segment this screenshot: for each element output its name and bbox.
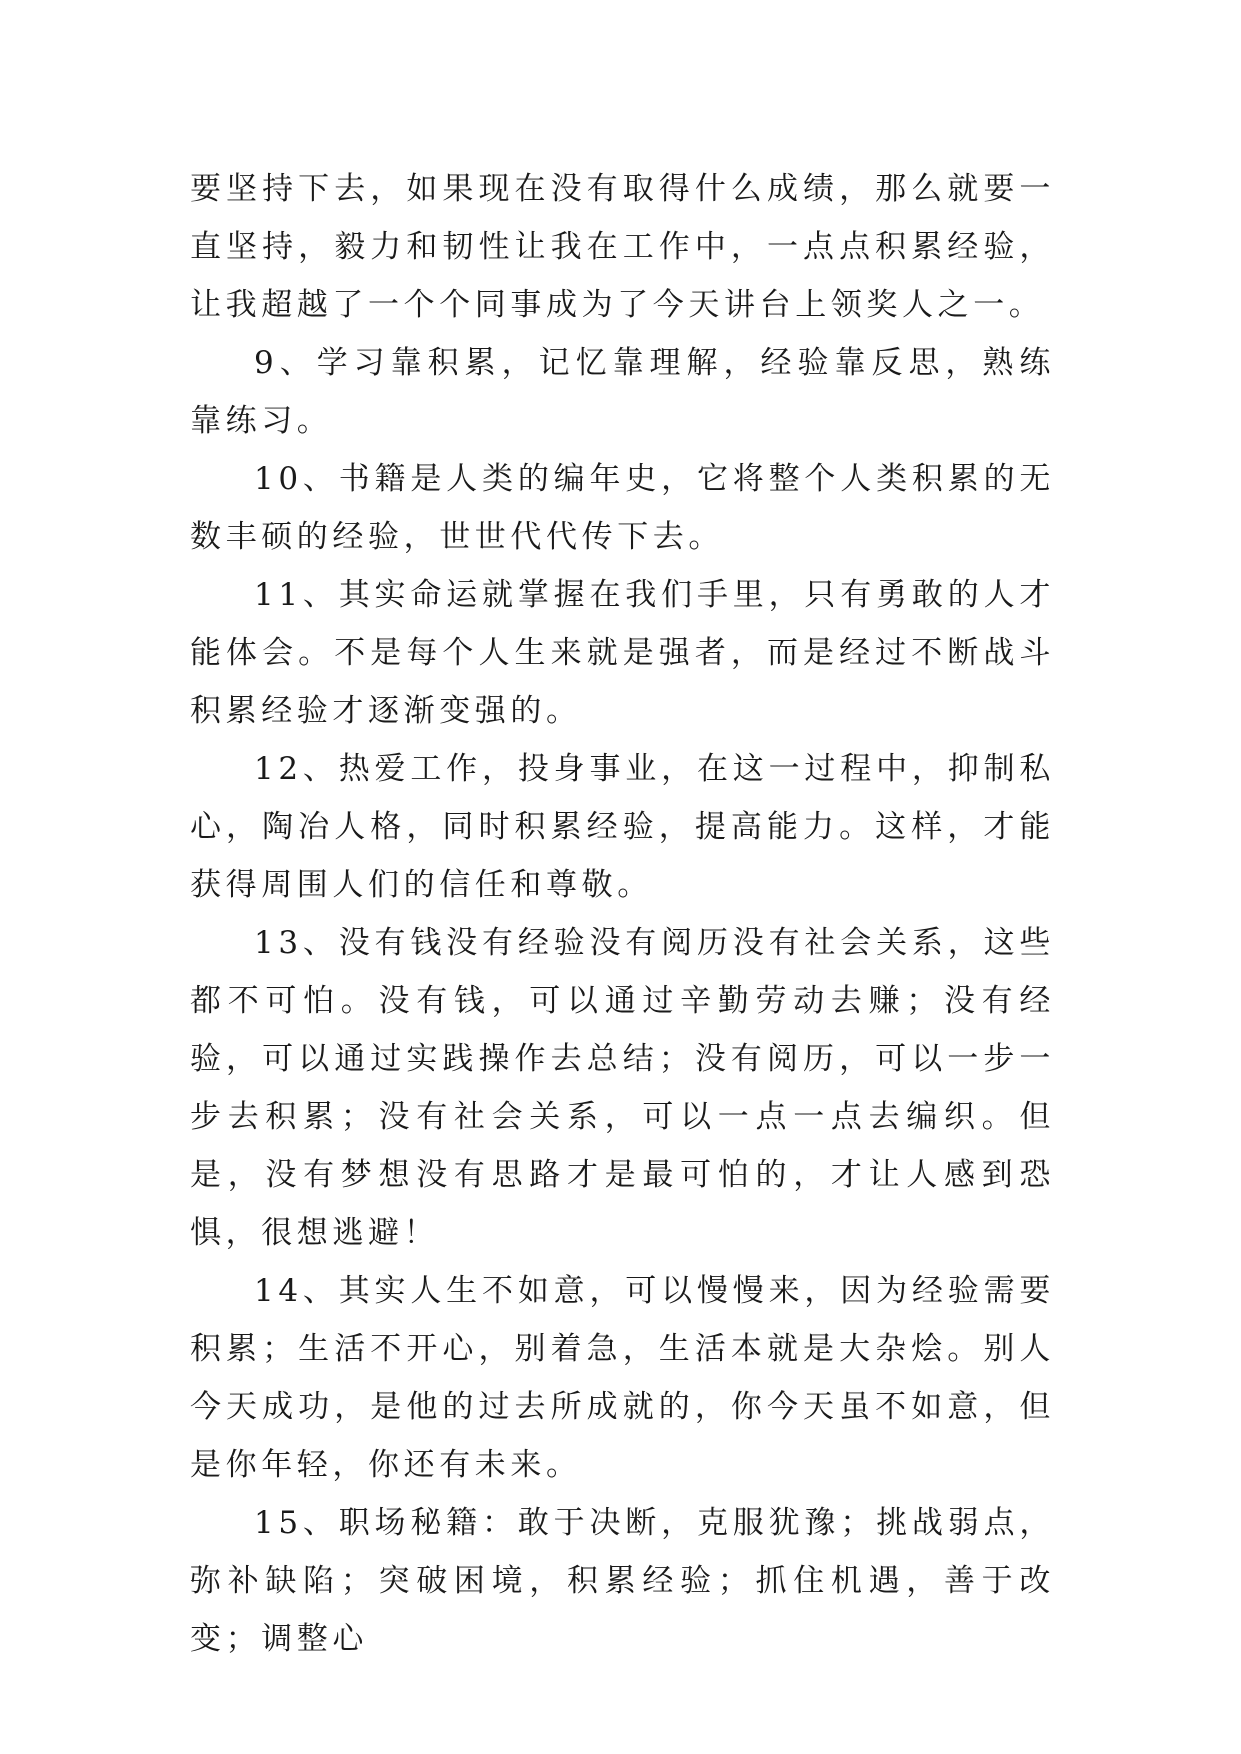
paragraph-item-10: 10、书籍是人类的编年史，它将整个人类积累的无数丰硕的经验，世世代代传下去。 bbox=[190, 461, 1055, 555]
paragraph-item-15: 15、职场秘籍：敢于决断，克服犹豫；挑战弱点，弥补缺陷；突破困境，积累经验；抓住机遇，善于改变；调整心 bbox=[190, 1505, 1055, 1657]
paragraph-item-14: 14、其实人生不如意，可以慢慢来，因为经验需要积累；生活不开心，别着急，生活本就是大杂烩。别人今天成功，是他的过去所成就的，你今天虽不如意，但是你年轻，你还有未来。 bbox=[190, 1273, 1055, 1483]
paragraph-item-13: 13、没有钱没有经验没有阅历没有社会关系，这些都不可怕。没有钱，可以通过辛勤劳动去赚；没有经验，可以通过实践操作去总结；没有阅历，可以一步一步去积累；没有社会关系，可以一点一点去编织。但是，没有梦想没有思路才是最可怕的，才让人感到恐惧，很想逃避！ bbox=[190, 925, 1055, 1251]
document-body bbox=[190, 160, 1055, 1668]
paragraph-item-12: 12、热爱工作，投身事业，在这一过程中，抑制私心，陶冶人格，同时积累经验，提高能力。这样，才能获得周围人们的信任和尊敬。 bbox=[190, 751, 1055, 903]
paragraph-continuation: 要坚持下去，如果现在没有取得什么成绩，那么就要一直坚持，毅力和韧性让我在工作中，一点点积累经验，让我超越了一个个同事成为了今天讲台上领奖人之一。 bbox=[190, 171, 1055, 323]
paragraph-item-9: 9、学习靠积累，记忆靠理解，经验靠反思，熟练靠练习。 bbox=[190, 345, 1055, 439]
paragraph-item-11: 11、其实命运就掌握在我们手里，只有勇敢的人才能体会。不是每个人生来就是强者，而是经过不断战斗积累经验才逐渐变强的。 bbox=[190, 577, 1055, 729]
